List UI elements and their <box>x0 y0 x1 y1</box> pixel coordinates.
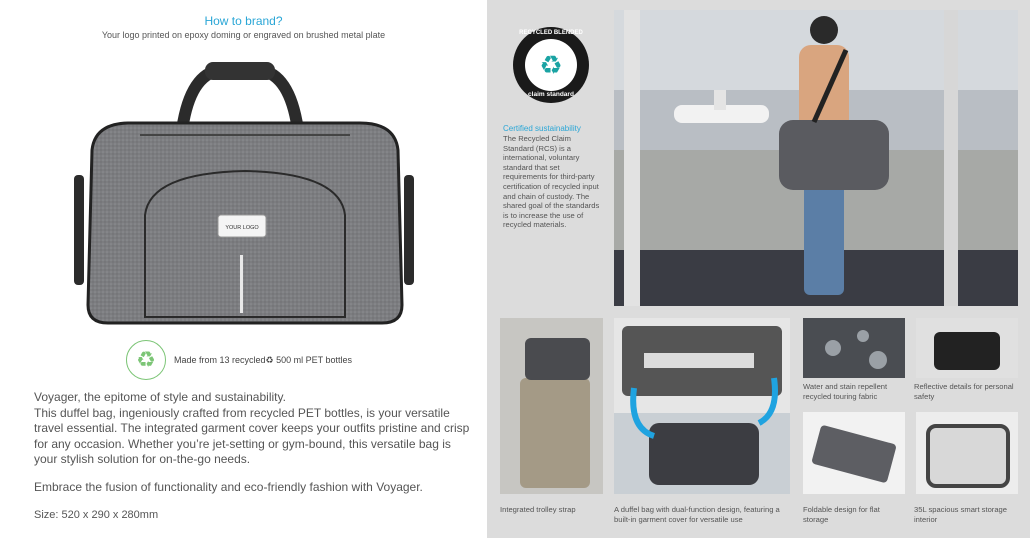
description-headline: Voyager, the epitome of style and sustainability. <box>34 390 286 404</box>
storage-interior-photo <box>916 412 1018 494</box>
duffel-bag-image <box>70 55 420 330</box>
recycle-icon: ♻ <box>525 39 577 91</box>
caption-foldable: Foldable design for flat storage <box>803 505 880 524</box>
certification-body: The Recycled Claim Standard (RCS) is a international, voluntary standard that set requirements for third-party certification of recycled input and chain of custody. The shared goal of the standards is to increase the use of recycled materials. <box>503 134 600 230</box>
recycle-icon: ♻ <box>126 340 166 380</box>
certification-title: Certified sustainability <box>503 124 581 133</box>
caption-reflective: Reflective details for personal safety <box>914 382 1014 401</box>
description-body: This duffel bag, ingeniously crafted from recycled PET bottles, is your versatile travel essential. The integrated garment cover keeps your outfits pristine and crisp for any occasion. Whether you’re jet-setting or gym-bound, this versatile bag is your stylish solution for on-the-go needs. <box>34 405 470 466</box>
foldable-photo <box>803 412 905 494</box>
product-details-panel <box>0 0 487 538</box>
reflective-photo <box>916 318 1018 378</box>
product-size: Size: 520 x 290 x 280mm <box>34 509 159 521</box>
caption-storage: 35L spacious smart storage interior <box>914 505 1008 524</box>
trolley-photo <box>500 318 603 494</box>
rcs-badge <box>513 27 589 103</box>
badge-top-text: RECYCLED BLENDED <box>519 30 583 36</box>
caption-trolley: Integrated trolley strap <box>500 505 576 514</box>
recycled-text: Made from 13 recycled♻ 500 ml PET bottles <box>174 354 352 365</box>
branding-title: How to brand? <box>204 14 283 28</box>
water-repellent-photo <box>803 318 905 378</box>
airport-lifestyle-photo <box>614 10 1018 306</box>
description-closing: Embrace the fusion of functionality and eco-friendly fashion with Voyager. <box>34 480 423 494</box>
product-description <box>34 390 474 468</box>
garment-cover-photo <box>614 318 790 494</box>
logo-plate-text: YOUR LOGO <box>225 225 259 231</box>
branding-subtitle: Your logo printed on epoxy doming or engraved on brushed metal plate <box>101 30 386 40</box>
badge-bottom-text: claim standard <box>528 91 574 98</box>
caption-dual-function: A duffel bag with dual-function design, featuring a built-in garment cover for versatile use <box>614 505 780 524</box>
recycled-info <box>126 340 352 380</box>
caption-water-repellent: Water and stain repellent recycled touring fabric <box>803 382 888 401</box>
